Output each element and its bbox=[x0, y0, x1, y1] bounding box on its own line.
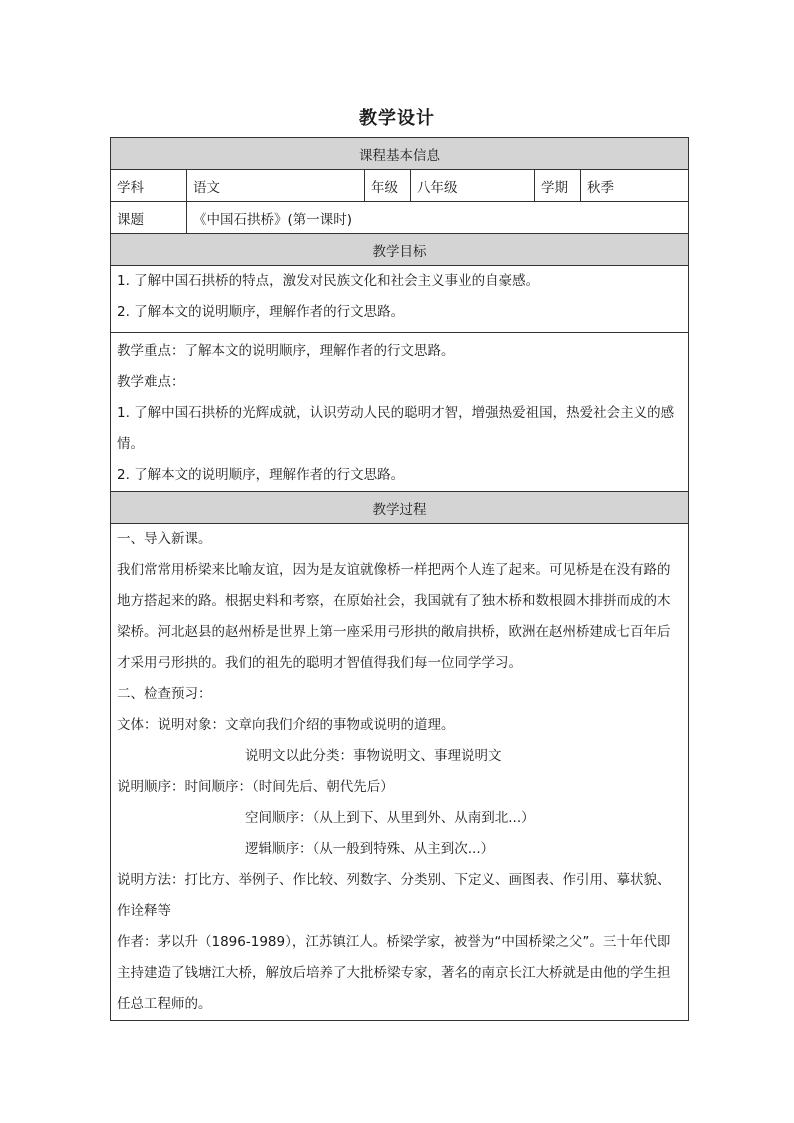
order-logic-line: 逻辑顺序：（从一般到特殊、从主到次...） bbox=[245, 841, 495, 857]
objectives-divider bbox=[111, 332, 688, 333]
subject-grade-term-row bbox=[111, 170, 689, 202]
process-header-row bbox=[111, 492, 689, 524]
difficulty-label: 教学难点： bbox=[117, 374, 185, 390]
process-row bbox=[111, 524, 689, 1021]
objective-item-2: 2. 了解本文的说明顺序，理解作者的行文思路。 bbox=[117, 304, 405, 320]
objectives-row bbox=[111, 266, 689, 492]
topic-value: 《中国石拱桥》(第一课时) bbox=[187, 202, 689, 234]
grade-value: 八年级 bbox=[411, 170, 535, 202]
subject-label: 学科 bbox=[111, 170, 187, 202]
difficulty-item-2: 2. 了解本文的说明顺序，理解作者的行文思路。 bbox=[117, 467, 405, 483]
difficulty-item-1: 1. 了解中国石拱桥的光辉成就，认识劳动人民的聪明才智，增强热爱祖国，热爱社会主义的感情。 bbox=[117, 405, 675, 452]
process-header: 教学过程 bbox=[111, 492, 689, 524]
grade-label: 年级 bbox=[365, 170, 411, 202]
process-cell bbox=[111, 524, 689, 1021]
document-title: 教学设计 bbox=[359, 108, 435, 129]
term-value: 秋季 bbox=[581, 170, 689, 202]
order-line: 说明顺序：时间顺序：（时间先后、朝代先后） bbox=[117, 779, 394, 795]
topic-label: 课题 bbox=[111, 202, 187, 234]
genre-classify-line: 说明文以此分类：事物说明文、事理说明文 bbox=[245, 748, 502, 764]
basic-info-header: 课程基本信息 bbox=[111, 138, 689, 170]
section-1-title: 一、导入新课。 bbox=[117, 531, 212, 547]
order-space-line: 空间顺序：（从上到下、从里到外、从南到北...） bbox=[245, 810, 535, 826]
term-label: 学期 bbox=[535, 170, 581, 202]
methods-paragraph: 说明方法：打比方、举例子、作比较、列数字、分类别、下定义、画图表、作引用、摹状貌、作诠释等 bbox=[117, 872, 671, 919]
author-paragraph: 作者：茅以升（1896-1989），江苏镇江人。桥梁学家，被誉为“中国桥梁之父”。三十年代即主持建造了钱塘江大桥，解放后培养了大批桥梁专家，著名的南京长江大桥就是由他的学生担任总工程师的。 bbox=[117, 934, 671, 1012]
objectives-cell bbox=[111, 266, 689, 492]
objectives-header-row bbox=[111, 234, 689, 266]
lesson-plan-table bbox=[110, 137, 689, 1021]
genre-line: 文体：说明对象：文章向我们介绍的事物或说明的道理。 bbox=[117, 717, 455, 733]
objectives-header: 教学目标 bbox=[111, 234, 689, 266]
section-2-title: 二、检查预习： bbox=[117, 686, 212, 702]
objective-item-1: 1. 了解中国石拱桥的特点，激发对民族文化和社会主义事业的自豪感。 bbox=[117, 273, 540, 289]
subject-value: 语文 bbox=[187, 170, 365, 202]
key-point: 教学重点：了解本文的说明顺序，理解作者的行文思路。 bbox=[117, 343, 455, 359]
section-1-text: 我们常常用桥梁来比喻友谊，因为是友谊就像桥一样把两个人连了起来。可见桥是在没有路的地方搭起来的路。根据史料和考察，在原始社会，我国就有了独木桥和数根圆木排拼而成的木梁桥。河北赵县的赵州桥是世界上第一座采用弓形拱的敞肩拱桥，欧洲在赵州桥建成七百年后才采用弓形拱的。我们的祖先的聪明才智值得我们每一位同学学习。 bbox=[117, 562, 671, 671]
topic-row bbox=[111, 202, 689, 234]
basic-info-header-row bbox=[111, 138, 689, 170]
